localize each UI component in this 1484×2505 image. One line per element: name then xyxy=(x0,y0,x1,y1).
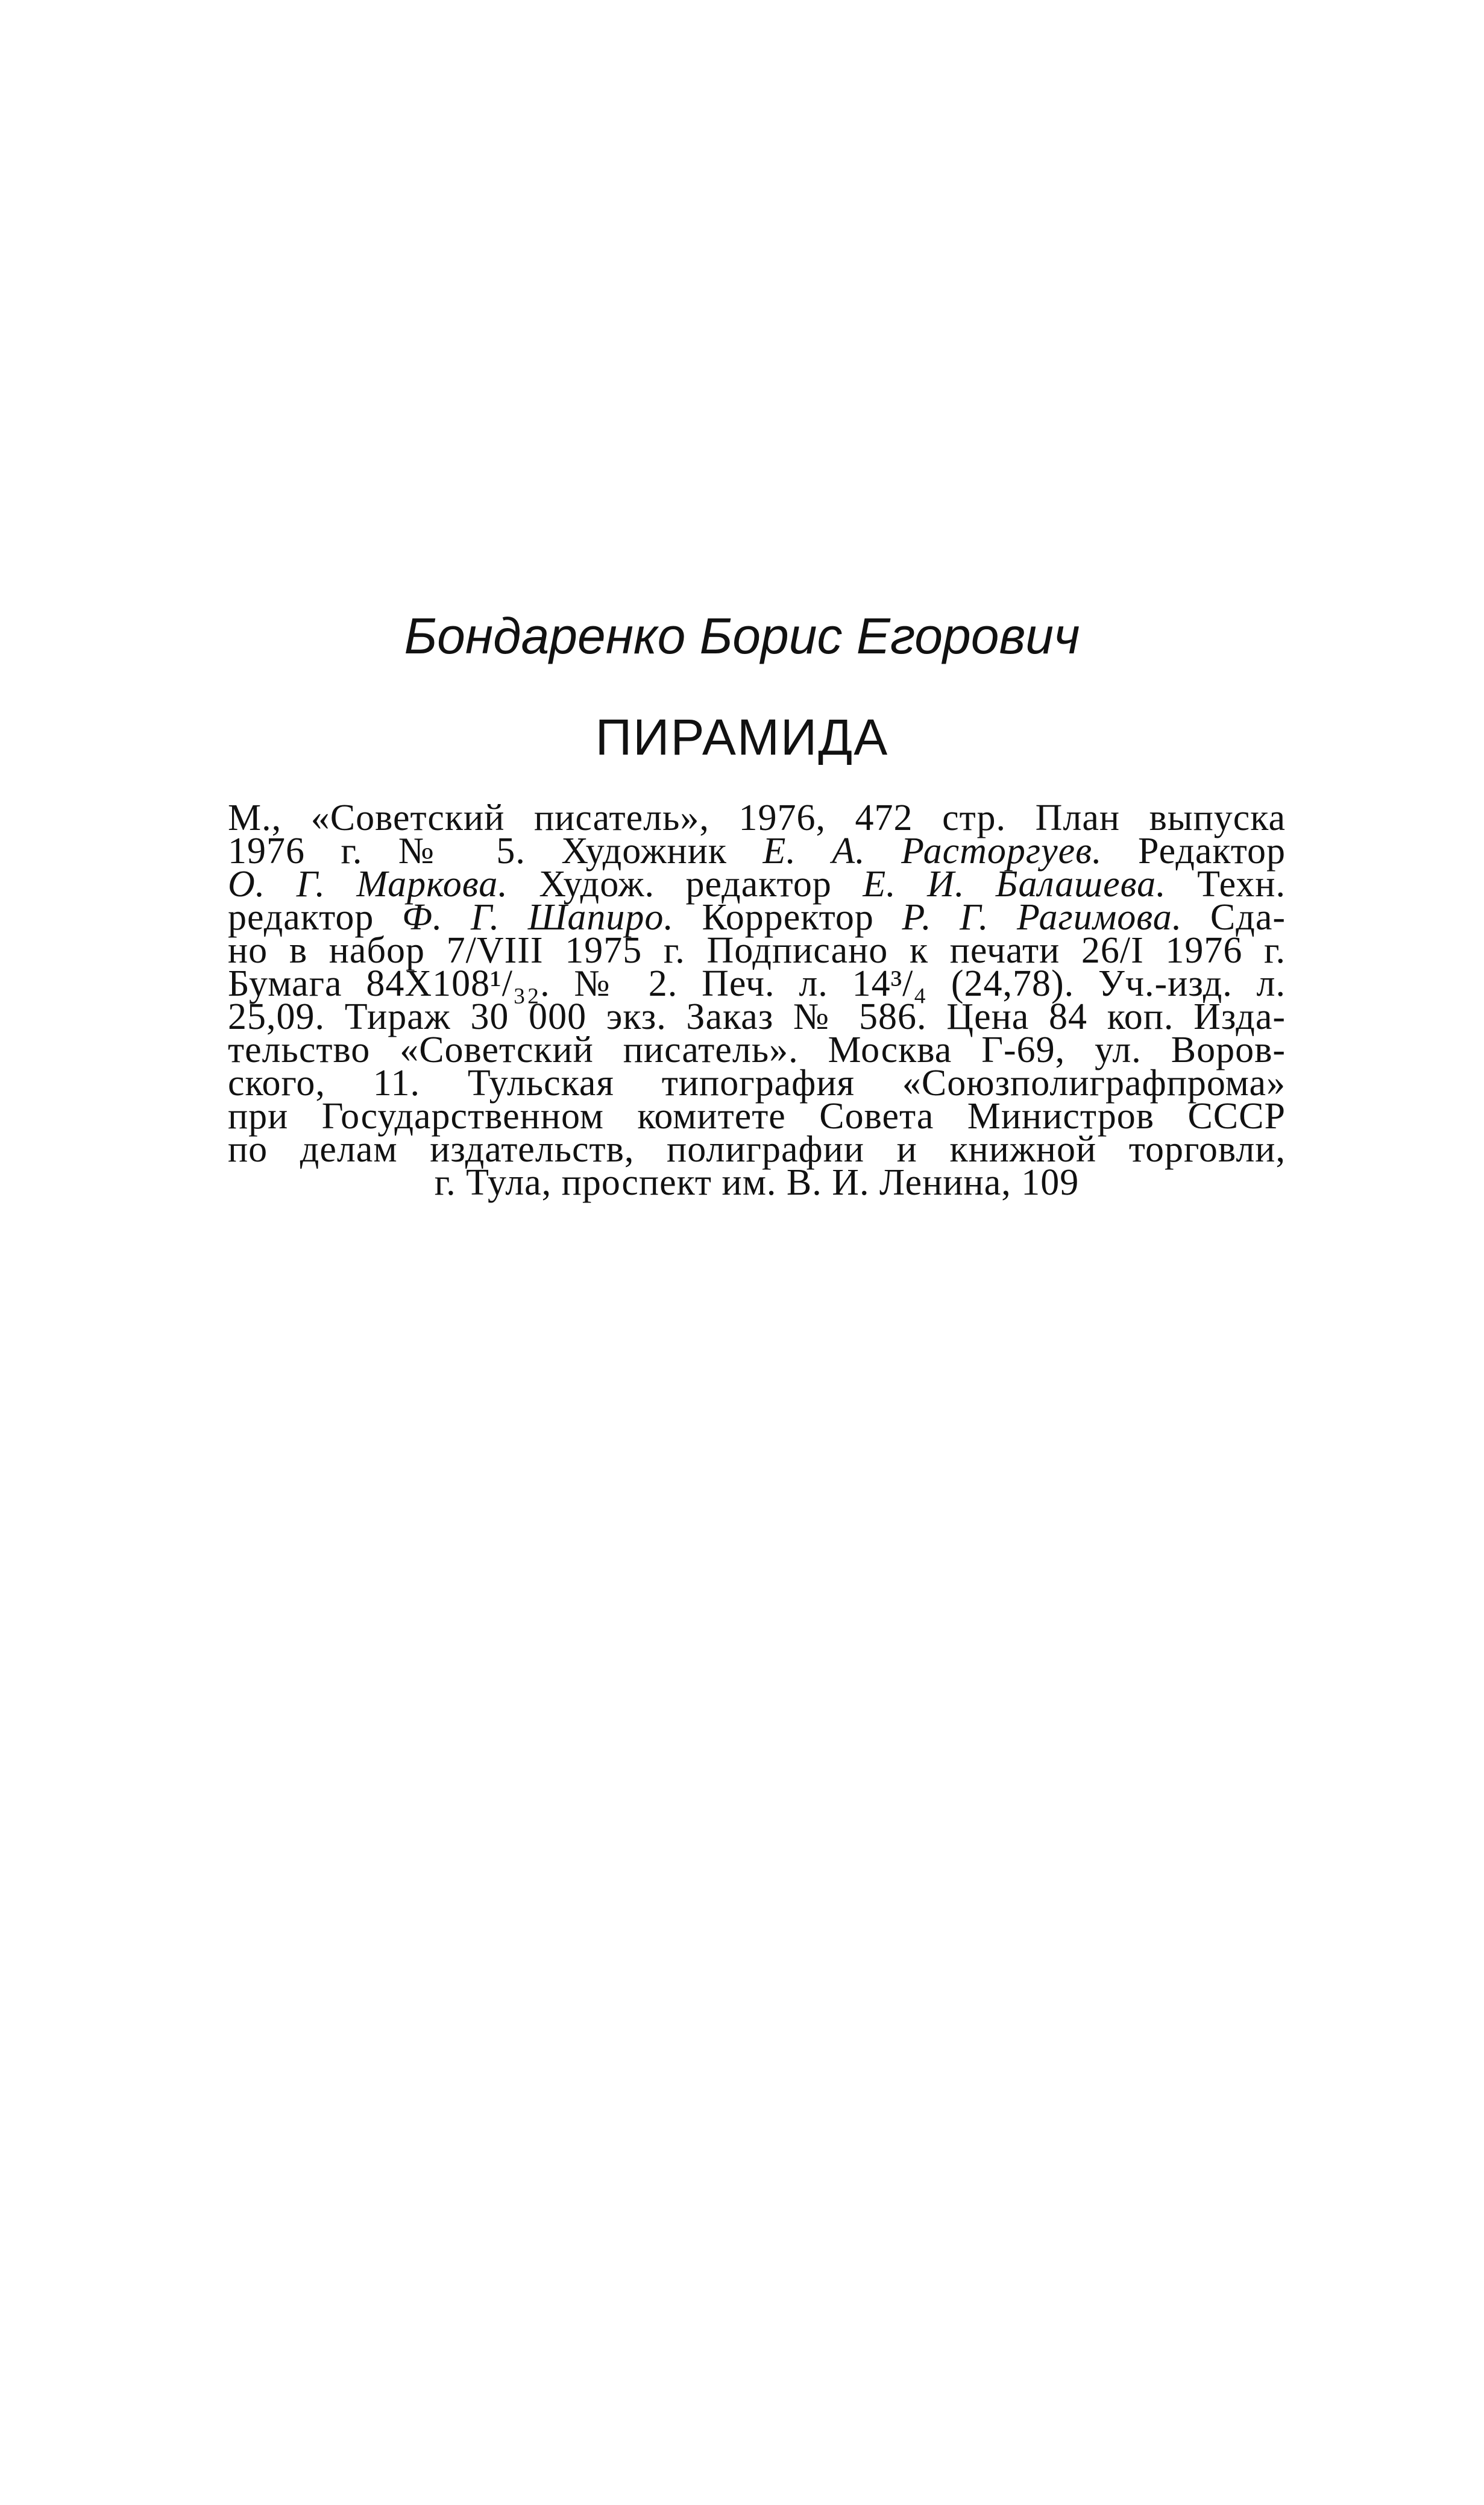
imprint-block xyxy=(228,797,1286,1203)
imprint-line xyxy=(228,864,1286,905)
author-name: Бондаренко Борис Егорович xyxy=(404,608,1080,664)
imprint-text: редактор xyxy=(228,897,402,938)
art-editor-name: Е. И. Балашева. xyxy=(863,864,1166,905)
imprint-text: Корректор xyxy=(673,897,902,938)
imprint-text: Техн. xyxy=(1166,864,1286,905)
artist-name: Е. А. Расторгуев. xyxy=(762,831,1102,872)
imprint-line: М., «Советский писатель», 1976, 472 стр. План выпуска xyxy=(228,797,1286,838)
proofreader-name: Р. Г. Рагимова. xyxy=(902,897,1183,938)
imprint-line: тельство «Советский писатель». Москва Г-69, ул. Воров- xyxy=(228,1029,1286,1070)
imprint-line-address: г. Тула, проспект им. В. И. Ленина, 109 xyxy=(434,1162,1080,1203)
imprint-line: при Государственном комитете Совета Министров СССР xyxy=(228,1096,1286,1137)
imprint-text: Редактор xyxy=(1102,831,1286,872)
imprint-line xyxy=(228,831,1286,872)
tech-editor-name: Ф. Г. Шапиро. xyxy=(401,897,674,938)
imprint-line: ского, 11. Тульская типография «Союзполиграфпрома» xyxy=(228,1063,1286,1104)
book-title: ПИРАМИДА xyxy=(595,709,889,765)
imprint-line xyxy=(228,897,1286,938)
imprint-line: Бумага 84Х108¹/₃₂. № 2. Печ. л. 14³/₄ (24,78). Уч.-изд. л. xyxy=(228,963,1286,1004)
editor-name: О. Г. Маркова. xyxy=(228,864,508,905)
imprint-line: по делам издательств, полиграфии и книжной торговли, xyxy=(228,1129,1286,1170)
imprint-text: Худож. редактор xyxy=(508,864,863,905)
imprint-text: 1976 г. № 5. Художник xyxy=(228,831,763,872)
imprint-line: 25,09. Тираж 30 000 экз. Заказ № 586. Цена 84 коп. Изда- xyxy=(228,996,1286,1037)
imprint-text: Сда- xyxy=(1182,897,1286,938)
imprint-line: но в набор 7/VIII 1975 г. Подписано к печати 26/I 1976 г. xyxy=(228,930,1286,971)
